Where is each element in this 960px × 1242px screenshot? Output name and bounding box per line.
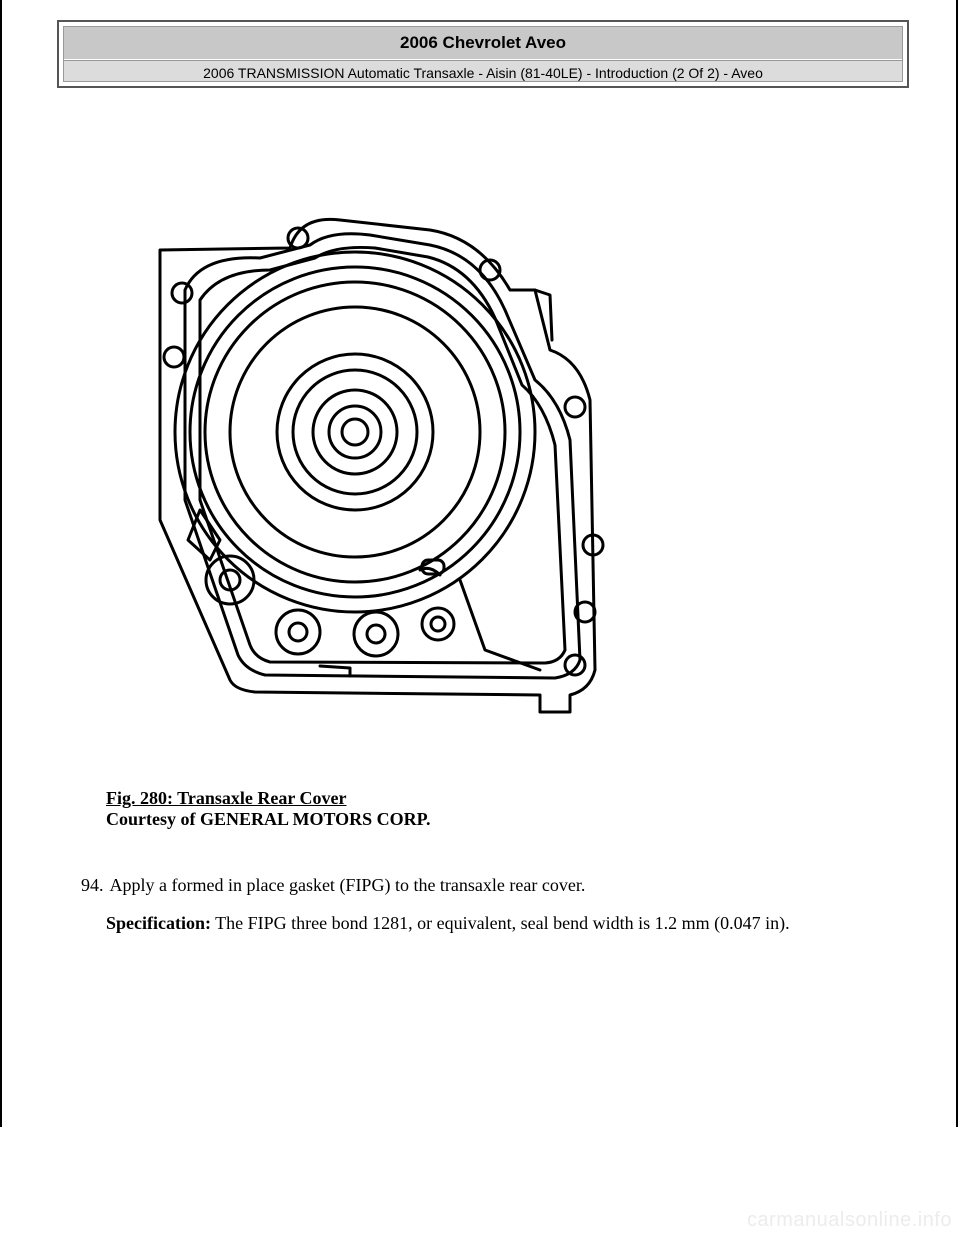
vehicle-title: 2006 Chevrolet Aveo xyxy=(64,27,902,59)
step-number: 94. xyxy=(81,875,104,895)
housing-outline xyxy=(160,219,595,712)
bolt-hole xyxy=(164,347,184,367)
document-header xyxy=(57,20,909,88)
specification xyxy=(106,913,790,934)
spec-label: Specification: xyxy=(106,913,211,933)
boss xyxy=(289,623,307,641)
boss xyxy=(354,612,398,656)
cover-circle-5 xyxy=(277,354,433,510)
figure-caption xyxy=(106,788,431,830)
cover-circle-4 xyxy=(230,307,480,557)
bolt-hole xyxy=(172,283,192,303)
spec-text: The FIPG three bond 1281, or equivalent, seal bend width is 1.2 mm (0.047 in). xyxy=(211,913,790,933)
boss xyxy=(422,608,454,640)
bolt-hole xyxy=(565,397,585,417)
header-inner xyxy=(63,26,903,82)
boss xyxy=(367,625,385,643)
procedure-step xyxy=(81,875,585,896)
bolt-hole xyxy=(565,655,585,675)
cover-circle-8 xyxy=(329,406,381,458)
transaxle-rear-cover-drawing xyxy=(140,200,640,730)
cover-circle-2 xyxy=(190,267,520,597)
figure-courtesy: Courtesy of GENERAL MOTORS CORP. xyxy=(106,809,431,829)
boss xyxy=(431,617,445,631)
boss xyxy=(276,610,320,654)
figure-title: Fig. 280: Transaxle Rear Cover xyxy=(106,788,347,808)
transaxle-rear-cover-figure xyxy=(140,200,640,730)
cover-circle-9 xyxy=(342,419,368,445)
step-text: Apply a formed in place gasket (FIPG) to the transaxle rear cover. xyxy=(109,875,586,895)
cover-circle-7 xyxy=(313,390,397,474)
rib xyxy=(460,580,540,670)
cover-circle-3 xyxy=(205,282,505,582)
section-subtitle: 2006 TRANSMISSION Automatic Transaxle - Aisin (81-40LE) - Introduction (2 Of 2) - Aveo xyxy=(64,60,902,81)
watermark: carmanualsonline.info xyxy=(746,1209,952,1231)
